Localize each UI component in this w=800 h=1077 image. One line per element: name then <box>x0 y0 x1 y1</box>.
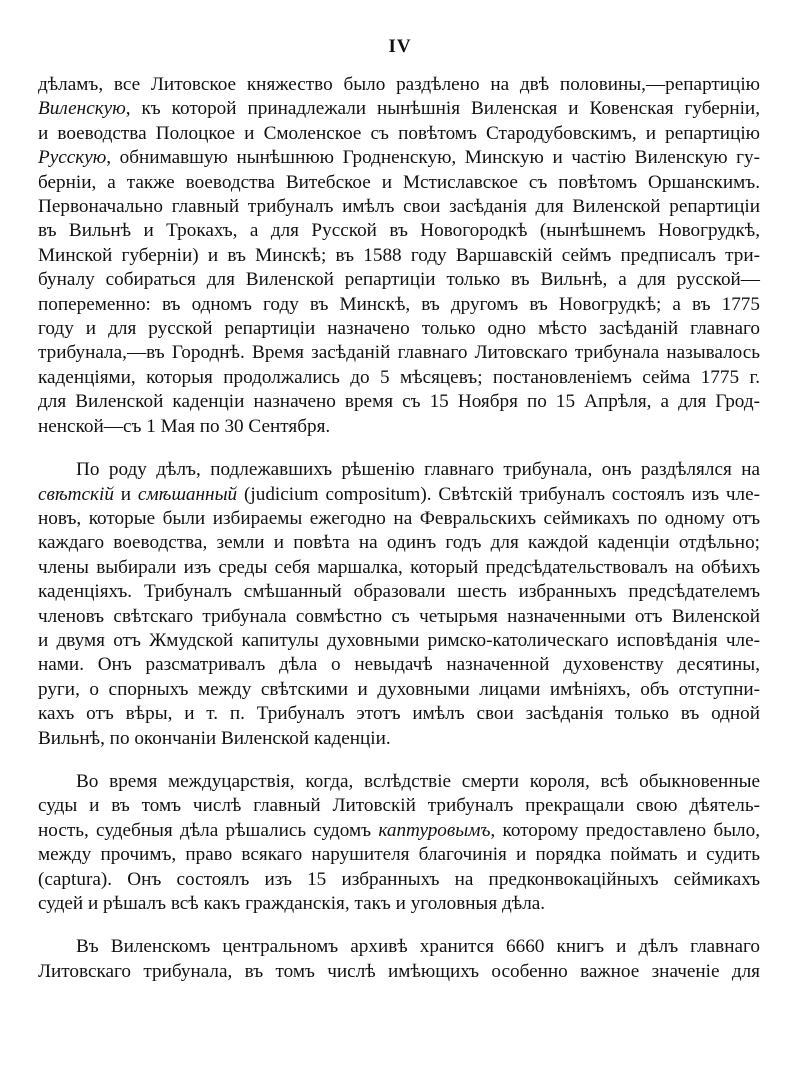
text-run: буналу собираться для Виленской репартиціи только въ Вильнѣ, а для русской— <box>38 269 760 291</box>
paragraph <box>38 458 760 751</box>
text-run: По роду дѣлъ, подлежавшихъ рѣшенію главнаго трибунала, онъ раздѣлялся на <box>76 459 760 481</box>
text-run: каденціями, которыя продолжались до 5 мѣсяцевъ; постановленіемъ сейма 1775 г. <box>38 366 760 388</box>
text-run: (judicium compositum). Свѣтскій трибуналъ состоялъ изъ чле- <box>237 483 760 505</box>
text-run: въ Вильнѣ и Трокахъ, а для Русской въ Новогородкѣ (нынѣшнемъ Новогрудкѣ, <box>38 220 760 242</box>
text-line <box>38 122 760 146</box>
text-run: Первоначально главный трибуналъ имѣлъ свои засѣданія для Виленской репартиціи <box>38 196 760 218</box>
text-line <box>38 366 760 390</box>
text-run: руги, о спорныхъ между свѣтскими и духовными лицами имѣніяхъ, объ отступни- <box>38 678 760 700</box>
text-run: членовъ свѣтскаго трибунала совмѣстно съ четырьмя назначенными отъ Виленской <box>38 605 760 627</box>
text-run: Во время междуцарствія, когда, вслѣдствіе смерти короля, всѣ обыкновенные <box>76 770 760 792</box>
italic-term: каптуровымъ <box>378 819 491 841</box>
text-run: ненской—съ 1 Мая по 30 Сентября. <box>38 415 331 437</box>
text-run: члены выбирали изъ среды себя маршалка, который предсѣдательствовалъ на обѣихъ <box>38 556 760 578</box>
text-run: и двумя отъ Жмудской капитулы духовными римско-католическаго исповѣданія чле- <box>38 629 760 651</box>
text-run: (captura). Онъ состоялъ изъ 15 избранныхъ на предконвокаційныхъ сеймикахъ <box>38 868 760 890</box>
italic-term: смѣшанный <box>137 483 238 505</box>
italic-term: Русскую <box>38 147 107 169</box>
text-line <box>38 244 760 268</box>
text-run: дѣламъ, все Литовское княжество было раздѣлено на двѣ половины,—репартицію <box>38 74 760 95</box>
text-line <box>38 653 760 677</box>
text-line <box>38 770 760 794</box>
italic-term: Виленскую <box>38 98 126 120</box>
text-run: и воеводства Полоцкое и Смоленское съ повѣтомъ Стародубовскимъ, и репартицію <box>38 122 760 144</box>
text-run: Минской губерніи) и въ Минскѣ; въ 1588 году Варшавскій сеймъ предписалъ три- <box>38 244 760 266</box>
text-run: попеременно: въ одномъ году въ Минскѣ, въ другомъ въ Новогрудкѣ; а въ 1775 <box>38 293 760 315</box>
text-line <box>38 390 760 414</box>
text-run: судей и рѣшалъ всѣ какъ гражданскія, такъ и уголовныя дѣла. <box>38 893 546 914</box>
page-number: IV <box>388 36 412 57</box>
text-run: , обнимавшую нынѣшнюю Гродненскую, Минскую и частію Виленскую гу- <box>106 147 760 169</box>
text-body <box>38 73 760 1003</box>
text-run: каденціяхъ. Трибуналъ смѣшанный образовали шесть избранныхъ предсѣдателемъ <box>38 581 760 603</box>
text-line <box>38 843 760 867</box>
text-run: берніи, а также воеводства Витебское и Мстиславское съ повѣтомъ Оршанскимъ. <box>38 171 760 193</box>
text-line <box>38 293 760 317</box>
text-line <box>38 317 760 341</box>
italic-term: свѣтскій <box>38 483 114 505</box>
text-run: Литовскаго трибунала, въ томъ числѣ имѣющихъ особенно важное значеніе для <box>38 960 760 982</box>
text-line <box>38 629 760 653</box>
text-run: , которому предоставлено было, <box>490 819 760 841</box>
paragraph <box>38 770 760 916</box>
text-line <box>38 580 760 604</box>
text-line <box>38 794 760 818</box>
text-run: каждаго воеводства, земли и повѣта на одинъ годъ для каждой каденціи отдѣльно; <box>38 532 760 554</box>
text-line <box>38 727 760 751</box>
text-line <box>38 605 760 629</box>
text-line <box>38 531 760 555</box>
text-run: новъ, которые были избираемы ежегодно на Февральскихъ сеймикахъ по одному отъ <box>38 507 760 529</box>
text-run: Въ Виленскомъ центральномъ архивѣ хранится 6660 книгъ и дѣлъ главнаго <box>76 936 760 958</box>
text-line <box>38 458 760 482</box>
text-line <box>38 702 760 726</box>
text-run: для Виленской каденціи назначено время съ 15 Ноября по 15 Апрѣля, а для Грод- <box>38 391 760 413</box>
text-line <box>38 341 760 365</box>
text-line <box>38 960 760 984</box>
text-line <box>38 268 760 292</box>
text-line <box>38 415 760 439</box>
text-line <box>38 146 760 170</box>
text-line <box>38 868 760 892</box>
paragraph <box>38 73 760 439</box>
text-run: суды и въ томъ числѣ главный Литовскій трибуналъ прекращали свою дѣятель- <box>38 795 760 817</box>
text-line <box>38 97 760 121</box>
text-run: трибунала,—въ Городнѣ. Время засѣданій главнаго Литовскаго трибунала называлось <box>38 342 760 364</box>
text-line <box>38 678 760 702</box>
text-line <box>38 195 760 219</box>
text-line <box>38 556 760 580</box>
text-line <box>38 483 760 507</box>
text-line <box>38 73 760 97</box>
text-line <box>38 507 760 531</box>
text-line <box>38 935 760 959</box>
text-run: , къ которой принадлежали нынѣшнія Виленская и Ковенская губерніи, <box>125 98 760 120</box>
text-run: кахъ отъ вѣры, и т. п. Трибуналъ этотъ имѣлъ свои засѣданія только въ одной <box>38 703 760 725</box>
text-line <box>38 819 760 843</box>
text-line <box>38 219 760 243</box>
text-run: нами. Онъ разсматривалъ дѣла о невыдачѣ назначенной духовенству десятины, <box>38 654 760 676</box>
text-run: и <box>113 483 138 505</box>
text-run: между прочимъ, право всякаго нарушителя благочинія и порядка поймать и судить <box>38 844 760 866</box>
text-line <box>38 171 760 195</box>
text-line <box>38 892 760 916</box>
text-run: году и для русской репартиціи назначено только одно мѣсто засѣданій главнаго <box>38 318 760 340</box>
text-run: ность, судебныя дѣла рѣшались судомъ <box>38 819 379 841</box>
text-run: Вильнѣ, по окончаніи Виленской каденціи. <box>38 727 391 749</box>
paragraph <box>38 935 760 984</box>
